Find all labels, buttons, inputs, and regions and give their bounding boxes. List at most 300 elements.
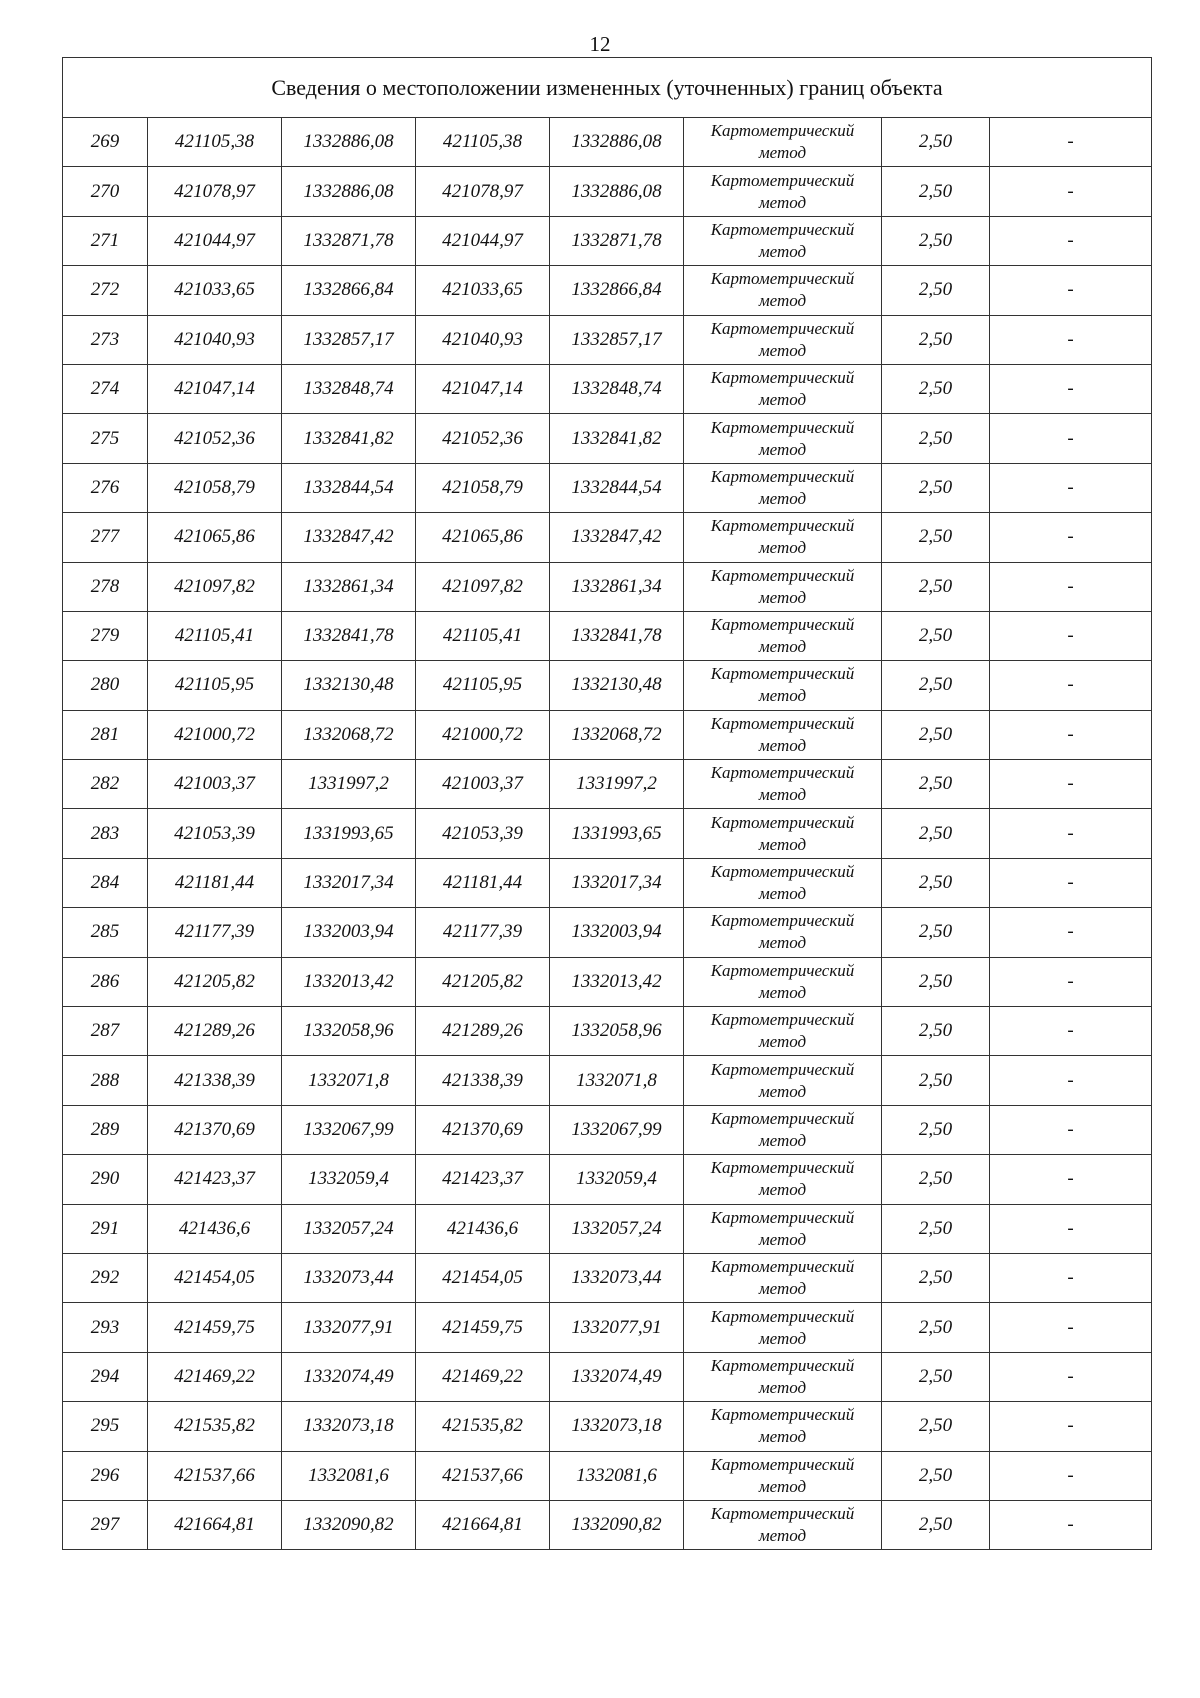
refined-x-cell: 421105,95 — [416, 661, 550, 710]
accuracy-cell: 2,50 — [882, 1451, 990, 1500]
method-line-1: Картометрический — [710, 1405, 855, 1425]
existing-y-cell: 1332074,49 — [282, 1352, 416, 1401]
refined-x-cell: 421105,38 — [416, 118, 550, 167]
existing-x-cell: 421078,97 — [148, 167, 282, 216]
method-line-2: метод — [758, 1377, 807, 1397]
method-line-2: метод — [758, 192, 807, 212]
refined-y-cell: 1332013,42 — [550, 957, 684, 1006]
method-line-2: метод — [758, 1131, 807, 1150]
refined-y-cell: 1332886,08 — [550, 167, 684, 216]
note-cell: - — [990, 167, 1152, 216]
method-cell — [684, 1204, 882, 1253]
existing-y-cell: 1332067,99 — [282, 1105, 416, 1154]
method-line-1: Картометрический — [710, 1355, 855, 1375]
accuracy-cell: 2,50 — [882, 1253, 990, 1302]
existing-x-cell: 421044,97 — [148, 216, 282, 265]
method-cell — [684, 118, 882, 167]
refined-x-cell: 421058,79 — [416, 463, 550, 512]
refined-y-cell: 1332074,49 — [550, 1352, 684, 1401]
refined-x-cell: 421537,66 — [416, 1451, 550, 1500]
method-cell — [684, 266, 882, 315]
note-cell: - — [990, 809, 1152, 858]
method-cell — [684, 463, 882, 512]
note-cell: - — [990, 266, 1152, 315]
method-line-1: Картометрический — [710, 713, 855, 733]
existing-y-cell: 1332077,91 — [282, 1303, 416, 1352]
method-line-2: метод — [758, 538, 807, 558]
refined-y-cell: 1332058,96 — [550, 1007, 684, 1056]
point-number-cell: 279 — [63, 611, 148, 660]
refined-y-cell: 1332081,6 — [550, 1451, 684, 1500]
method-line-2: метод — [758, 834, 807, 854]
table-row — [63, 760, 1152, 809]
method-cell — [684, 611, 882, 660]
accuracy-cell: 2,50 — [882, 1056, 990, 1105]
existing-x-cell: 421033,65 — [148, 266, 282, 315]
accuracy-cell: 2,50 — [882, 266, 990, 315]
table-header-row — [63, 58, 1152, 118]
accuracy-cell: 2,50 — [882, 1500, 990, 1549]
existing-y-cell: 1332844,54 — [282, 463, 416, 512]
existing-y-cell: 1332003,94 — [282, 908, 416, 957]
refined-x-cell: 421370,69 — [416, 1105, 550, 1154]
refined-x-cell: 421003,37 — [416, 760, 550, 809]
method-line-2: метод — [758, 785, 807, 805]
method-line-1: Картометрический — [710, 664, 855, 684]
method-line-1: Картометрический — [710, 170, 855, 190]
note-cell: - — [990, 1500, 1152, 1549]
existing-x-cell: 421537,66 — [148, 1451, 282, 1500]
table-row — [63, 1352, 1152, 1401]
method-line-2: метод — [758, 1526, 807, 1546]
note-cell: - — [990, 1303, 1152, 1352]
refined-y-cell: 1332841,78 — [550, 611, 684, 660]
existing-x-cell: 421469,22 — [148, 1352, 282, 1401]
existing-x-cell: 421040,93 — [148, 315, 282, 364]
note-cell: - — [990, 1451, 1152, 1500]
existing-x-cell: 421205,82 — [148, 957, 282, 1006]
point-number-cell: 281 — [63, 710, 148, 759]
note-cell: - — [990, 463, 1152, 512]
method-cell — [684, 167, 882, 216]
existing-y-cell: 1332848,74 — [282, 364, 416, 413]
existing-x-cell: 421181,44 — [148, 858, 282, 907]
refined-x-cell: 421664,81 — [416, 1500, 550, 1549]
point-number-cell: 292 — [63, 1253, 148, 1302]
existing-y-cell: 1332886,08 — [282, 167, 416, 216]
refined-y-cell: 1332071,8 — [550, 1056, 684, 1105]
existing-y-cell: 1332866,84 — [282, 266, 416, 315]
table-row — [63, 414, 1152, 463]
point-number-cell: 272 — [63, 266, 148, 315]
method-line-1: Картометрический — [710, 318, 855, 338]
method-line-1: Картометрический — [710, 1207, 855, 1227]
accuracy-cell: 2,50 — [882, 315, 990, 364]
refined-y-cell: 1332068,72 — [550, 710, 684, 759]
table-row — [63, 364, 1152, 413]
method-cell — [684, 562, 882, 611]
method-line-2: метод — [758, 1081, 807, 1101]
point-number-cell: 271 — [63, 216, 148, 265]
refined-x-cell: 421423,37 — [416, 1155, 550, 1204]
point-number-cell: 273 — [63, 315, 148, 364]
existing-x-cell: 421459,75 — [148, 1303, 282, 1352]
accuracy-cell: 2,50 — [882, 1303, 990, 1352]
refined-x-cell: 421052,36 — [416, 414, 550, 463]
accuracy-cell: 2,50 — [882, 908, 990, 957]
refined-y-cell: 1332073,44 — [550, 1253, 684, 1302]
method-line-2: метод — [758, 933, 807, 953]
table-row — [63, 858, 1152, 907]
point-number-cell: 278 — [63, 562, 148, 611]
refined-y-cell: 1332857,17 — [550, 315, 684, 364]
point-number-cell: 293 — [63, 1303, 148, 1352]
existing-y-cell: 1332841,82 — [282, 414, 416, 463]
method-cell — [684, 414, 882, 463]
refined-y-cell: 1332847,42 — [550, 513, 684, 562]
existing-y-cell: 1332058,96 — [282, 1007, 416, 1056]
existing-x-cell: 421058,79 — [148, 463, 282, 512]
method-line-1: Картометрический — [710, 1454, 855, 1474]
existing-y-cell: 1332841,78 — [282, 611, 416, 660]
method-line-1: Картометрический — [710, 368, 855, 388]
table-row — [63, 463, 1152, 512]
note-cell: - — [990, 1204, 1152, 1253]
existing-x-cell: 421664,81 — [148, 1500, 282, 1549]
accuracy-cell: 2,50 — [882, 1105, 990, 1154]
method-line-1: Картометрический — [710, 516, 855, 536]
method-line-1: Картометрический — [710, 1109, 855, 1128]
refined-y-cell: 1332886,08 — [550, 118, 684, 167]
table-row — [63, 562, 1152, 611]
method-cell — [684, 760, 882, 809]
existing-y-cell: 1332130,48 — [282, 661, 416, 710]
refined-x-cell: 421097,82 — [416, 562, 550, 611]
method-cell — [684, 1253, 882, 1302]
method-line-1: Картометрический — [710, 960, 855, 980]
existing-y-cell: 1332068,72 — [282, 710, 416, 759]
refined-x-cell: 421105,41 — [416, 611, 550, 660]
refined-x-cell: 421469,22 — [416, 1352, 550, 1401]
note-cell: - — [990, 1007, 1152, 1056]
point-number-cell: 282 — [63, 760, 148, 809]
method-line-1: Картометрический — [710, 269, 855, 289]
refined-y-cell: 1332848,74 — [550, 364, 684, 413]
refined-y-cell: 1332077,91 — [550, 1303, 684, 1352]
method-line-1: Картометрический — [710, 1306, 855, 1326]
table-row — [63, 167, 1152, 216]
existing-x-cell: 421097,82 — [148, 562, 282, 611]
note-cell: - — [990, 1352, 1152, 1401]
table-row — [63, 809, 1152, 858]
refined-y-cell: 1332059,4 — [550, 1155, 684, 1204]
existing-y-cell: 1332013,42 — [282, 957, 416, 1006]
accuracy-cell: 2,50 — [882, 414, 990, 463]
table-row — [63, 1007, 1152, 1056]
method-line-2: метод — [758, 390, 807, 410]
method-line-2: метод — [758, 439, 807, 459]
note-cell: - — [990, 1155, 1152, 1204]
refined-y-cell: 1332057,24 — [550, 1204, 684, 1253]
existing-y-cell: 1332857,17 — [282, 315, 416, 364]
point-number-cell: 275 — [63, 414, 148, 463]
refined-x-cell: 421436,6 — [416, 1204, 550, 1253]
note-cell: - — [990, 760, 1152, 809]
refined-y-cell: 1331993,65 — [550, 809, 684, 858]
existing-x-cell: 421105,95 — [148, 661, 282, 710]
method-line-2: метод — [758, 1427, 807, 1447]
existing-y-cell: 1331993,65 — [282, 809, 416, 858]
method-line-1: Картометрический — [710, 862, 855, 882]
accuracy-cell: 2,50 — [882, 809, 990, 858]
refined-x-cell: 421000,72 — [416, 710, 550, 759]
table-row — [63, 957, 1152, 1006]
existing-y-cell: 1332886,08 — [282, 118, 416, 167]
existing-y-cell: 1332073,44 — [282, 1253, 416, 1302]
method-line-1: Картометрический — [710, 1158, 855, 1178]
table-title: Сведения о местоположении измененных (уточненных) границ объекта — [63, 58, 1152, 118]
refined-x-cell: 421454,05 — [416, 1253, 550, 1302]
method-line-2: метод — [758, 1032, 807, 1052]
accuracy-cell: 2,50 — [882, 118, 990, 167]
note-cell: - — [990, 118, 1152, 167]
table-row — [63, 1451, 1152, 1500]
existing-y-cell: 1332059,4 — [282, 1155, 416, 1204]
existing-x-cell: 421454,05 — [148, 1253, 282, 1302]
note-cell: - — [990, 315, 1152, 364]
method-line-2: метод — [758, 291, 807, 311]
point-number-cell: 284 — [63, 858, 148, 907]
point-number-cell: 280 — [63, 661, 148, 710]
accuracy-cell: 2,50 — [882, 1352, 990, 1401]
method-line-2: метод — [758, 735, 807, 755]
method-cell — [684, 1007, 882, 1056]
existing-x-cell: 421053,39 — [148, 809, 282, 858]
point-number-cell: 274 — [63, 364, 148, 413]
method-line-2: метод — [758, 340, 807, 360]
refined-y-cell: 1332130,48 — [550, 661, 684, 710]
method-line-1: Картометрический — [710, 812, 855, 832]
method-line-1: Картометрический — [710, 1059, 855, 1079]
method-cell — [684, 710, 882, 759]
method-cell — [684, 1056, 882, 1105]
note-cell: - — [990, 1253, 1152, 1302]
refined-x-cell: 421033,65 — [416, 266, 550, 315]
method-line-1: Картометрический — [710, 911, 855, 931]
existing-y-cell: 1332861,34 — [282, 562, 416, 611]
existing-x-cell: 421003,37 — [148, 760, 282, 809]
note-cell: - — [990, 661, 1152, 710]
refined-y-cell: 1332073,18 — [550, 1402, 684, 1451]
method-cell — [684, 908, 882, 957]
method-line-2: метод — [758, 1328, 807, 1348]
accuracy-cell: 2,50 — [882, 1402, 990, 1451]
accuracy-cell: 2,50 — [882, 710, 990, 759]
method-cell — [684, 661, 882, 710]
method-line-2: метод — [758, 884, 807, 904]
table-row — [63, 1105, 1152, 1154]
refined-y-cell: 1332841,82 — [550, 414, 684, 463]
point-number-cell: 294 — [63, 1352, 148, 1401]
method-line-1: Картометрический — [710, 466, 855, 486]
refined-x-cell: 421040,93 — [416, 315, 550, 364]
accuracy-cell: 2,50 — [882, 957, 990, 1006]
accuracy-cell: 2,50 — [882, 216, 990, 265]
method-cell — [684, 364, 882, 413]
existing-y-cell: 1332090,82 — [282, 1500, 416, 1549]
table-row — [63, 118, 1152, 167]
existing-y-cell: 1331997,2 — [282, 760, 416, 809]
method-cell — [684, 216, 882, 265]
point-number-cell: 287 — [63, 1007, 148, 1056]
table-row — [63, 513, 1152, 562]
existing-x-cell: 421289,26 — [148, 1007, 282, 1056]
table-row — [63, 908, 1152, 957]
method-cell — [684, 1402, 882, 1451]
table-row — [63, 1402, 1152, 1451]
existing-x-cell: 421177,39 — [148, 908, 282, 957]
boundary-coordinates-table — [62, 57, 1152, 1550]
method-cell — [684, 1451, 882, 1500]
existing-x-cell: 421105,41 — [148, 611, 282, 660]
accuracy-cell: 2,50 — [882, 858, 990, 907]
refined-x-cell: 421044,97 — [416, 216, 550, 265]
existing-x-cell: 421423,37 — [148, 1155, 282, 1204]
method-cell — [684, 1155, 882, 1204]
point-number-cell: 291 — [63, 1204, 148, 1253]
method-line-2: метод — [758, 686, 807, 706]
accuracy-cell: 2,50 — [882, 1204, 990, 1253]
existing-x-cell: 421052,36 — [148, 414, 282, 463]
accuracy-cell: 2,50 — [882, 463, 990, 512]
point-number-cell: 277 — [63, 513, 148, 562]
point-number-cell: 295 — [63, 1402, 148, 1451]
accuracy-cell: 2,50 — [882, 1007, 990, 1056]
accuracy-cell: 2,50 — [882, 1155, 990, 1204]
refined-y-cell: 1332844,54 — [550, 463, 684, 512]
point-number-cell: 276 — [63, 463, 148, 512]
point-number-cell: 270 — [63, 167, 148, 216]
note-cell: - — [990, 1056, 1152, 1105]
note-cell: - — [990, 710, 1152, 759]
refined-x-cell: 421177,39 — [416, 908, 550, 957]
note-cell: - — [990, 364, 1152, 413]
method-line-1: Картометрический — [710, 1010, 855, 1030]
table-row — [63, 1204, 1152, 1253]
existing-y-cell: 1332847,42 — [282, 513, 416, 562]
method-line-2: метод — [758, 1229, 807, 1249]
table-row — [63, 661, 1152, 710]
refined-x-cell: 421289,26 — [416, 1007, 550, 1056]
method-line-1: Картометрический — [710, 1504, 855, 1524]
refined-x-cell: 421181,44 — [416, 858, 550, 907]
existing-y-cell: 1332871,78 — [282, 216, 416, 265]
accuracy-cell: 2,50 — [882, 661, 990, 710]
method-line-1: Картометрический — [710, 417, 855, 437]
refined-x-cell: 421078,97 — [416, 167, 550, 216]
method-line-2: метод — [758, 1180, 807, 1200]
method-line-1: Картометрический — [710, 1257, 855, 1277]
note-cell: - — [990, 1402, 1152, 1451]
existing-y-cell: 1332057,24 — [282, 1204, 416, 1253]
method-cell — [684, 1105, 882, 1154]
existing-x-cell: 421065,86 — [148, 513, 282, 562]
existing-x-cell: 421370,69 — [148, 1105, 282, 1154]
method-line-1: Картометрический — [710, 219, 855, 239]
refined-x-cell: 421053,39 — [416, 809, 550, 858]
refined-y-cell: 1332871,78 — [550, 216, 684, 265]
note-cell: - — [990, 611, 1152, 660]
method-cell — [684, 513, 882, 562]
point-number-cell: 283 — [63, 809, 148, 858]
note-cell: - — [990, 513, 1152, 562]
point-number-cell: 269 — [63, 118, 148, 167]
existing-x-cell: 421000,72 — [148, 710, 282, 759]
point-number-cell: 290 — [63, 1155, 148, 1204]
method-cell — [684, 809, 882, 858]
refined-y-cell: 1332866,84 — [550, 266, 684, 315]
note-cell: - — [990, 957, 1152, 1006]
existing-y-cell: 1332071,8 — [282, 1056, 416, 1105]
table-row — [63, 710, 1152, 759]
existing-x-cell: 421535,82 — [148, 1402, 282, 1451]
existing-x-cell: 421105,38 — [148, 118, 282, 167]
refined-y-cell: 1332861,34 — [550, 562, 684, 611]
table-row — [63, 1155, 1152, 1204]
note-cell: - — [990, 858, 1152, 907]
accuracy-cell: 2,50 — [882, 562, 990, 611]
refined-x-cell: 421535,82 — [416, 1402, 550, 1451]
method-cell — [684, 1352, 882, 1401]
method-cell — [684, 1500, 882, 1549]
refined-y-cell: 1332067,99 — [550, 1105, 684, 1154]
note-cell: - — [990, 414, 1152, 463]
method-cell — [684, 1303, 882, 1352]
point-number-cell: 289 — [63, 1105, 148, 1154]
existing-x-cell: 421047,14 — [148, 364, 282, 413]
existing-x-cell: 421436,6 — [148, 1204, 282, 1253]
table-row — [63, 1056, 1152, 1105]
refined-y-cell: 1331997,2 — [550, 760, 684, 809]
method-line-1: Картометрический — [710, 565, 855, 585]
point-number-cell: 297 — [63, 1500, 148, 1549]
table-row — [63, 1303, 1152, 1352]
method-line-2: метод — [758, 143, 807, 163]
refined-y-cell: 1332090,82 — [550, 1500, 684, 1549]
note-cell: - — [990, 216, 1152, 265]
point-number-cell: 296 — [63, 1451, 148, 1500]
existing-x-cell: 421338,39 — [148, 1056, 282, 1105]
method-line-1: Картометрический — [710, 615, 855, 635]
refined-x-cell: 421338,39 — [416, 1056, 550, 1105]
refined-y-cell: 1332017,34 — [550, 858, 684, 907]
method-line-2: метод — [758, 587, 807, 607]
method-cell — [684, 858, 882, 907]
method-line-2: метод — [758, 1476, 807, 1496]
refined-x-cell: 421065,86 — [416, 513, 550, 562]
accuracy-cell: 2,50 — [882, 167, 990, 216]
method-line-1: Картометрический — [710, 121, 855, 141]
method-line-2: метод — [758, 488, 807, 508]
table-row — [63, 315, 1152, 364]
table-body — [63, 58, 1152, 1550]
refined-x-cell: 421459,75 — [416, 1303, 550, 1352]
existing-y-cell: 1332017,34 — [282, 858, 416, 907]
table-row — [63, 611, 1152, 660]
method-line-2: метод — [758, 637, 807, 657]
accuracy-cell: 2,50 — [882, 364, 990, 413]
existing-y-cell: 1332073,18 — [282, 1402, 416, 1451]
